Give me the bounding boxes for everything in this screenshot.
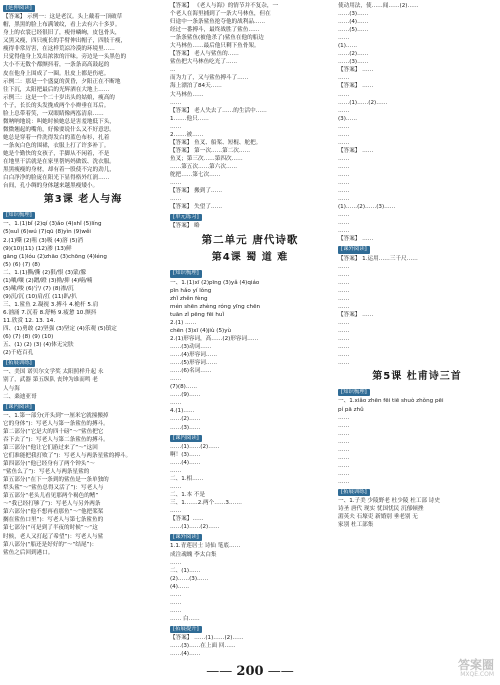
text-line: 啊！(3)…… — [170, 451, 201, 458]
text-line: ……(4)…… — [170, 651, 201, 658]
text-line: zhǐ zhěn fèng — [170, 295, 208, 302]
section-tag-basic: [知识梳理] — [338, 389, 370, 396]
text-line: 大马林鱼…… — [170, 91, 204, 98]
text-line: 2.(1)嘶 (2)咀 (3)吸 (4)溶 (5)消 — [3, 237, 84, 244]
text-line: ……(1)……(2)…… — [338, 99, 388, 106]
lesson-3-title: 第3课 老人与海 — [43, 194, 123, 206]
text-line: (1)…… — [338, 43, 358, 50]
text-line: 台间，孔小绸的身体越来越黑瘦矮小。 — [3, 183, 99, 190]
text-line: 黑黑瘦瘦的身材，却有着一股使不完的劲儿， — [3, 167, 115, 174]
text-line: 一、美国 诺贝尔文学奖 太阳照样升起 永 — [3, 369, 104, 376]
text-line: 成注魂魄 李太白集 — [170, 551, 217, 558]
text-line: (2)……(3)…… — [170, 575, 209, 582]
text-line: pīn hǎo yí lǒng — [170, 287, 212, 294]
text-line: 6.汹涌 7.沉着 8.舒畅 9.疲惫 10.颤抖 — [3, 309, 97, 316]
text-line: pí pā zhǔ — [338, 406, 364, 413]
text-line: ……(3)…… — [338, 59, 369, 66]
text-line: …… — [338, 462, 350, 469]
text-line: 一、1.(1)bǐ (2)qí (3)ǎo (4)shǐ (5)líng — [3, 221, 102, 228]
answer-block-top — [170, 2, 330, 107]
text-line: 一、1.(1)xī (2)pīng (3)yǎ (4)qiáo — [170, 279, 260, 286]
text-line: …… — [338, 328, 350, 335]
text-line: ……(9)…… — [170, 392, 201, 399]
text-line: (5)嗦/唆 (6)宁/ (7) (8)渗/沉 — [3, 285, 74, 292]
text-line: (9)(10)(11) (12)渗 (13)鲜 — [3, 245, 72, 252]
text-line: 一、1.第一部分(开头到“一厘米它就撞搬掉 — [3, 412, 109, 419]
text-line: 【答案】 老人与鲨鱼的…… — [170, 51, 239, 58]
text-line: ……(5)形容词…… — [170, 360, 218, 367]
text-line: 五、(1) (2) (3) (4)体无完肤 — [3, 342, 74, 349]
text-line: 她总是穿着一件洗得发白的蓝色布衫，扎着 — [3, 134, 110, 141]
section-tag-extend: [拓展训练] — [3, 360, 35, 367]
text-line: (5) (6) (7) (8) — [3, 261, 41, 268]
text-line: ……(3)……在上面 回…… — [170, 643, 236, 650]
answer-line: 【答案】 略 — [170, 223, 200, 230]
text-line: 二、桑迪亚哥 — [3, 393, 37, 400]
text-line: 它的身体”)：写老人与第一条鲨鱼的搏斗。 — [3, 420, 109, 427]
unit-title: 第二单元 唐代诗歌 — [201, 234, 299, 247]
text-line: …… — [170, 508, 182, 515]
page-number: 200 — [236, 664, 264, 679]
text-line: 1.……他只…… — [170, 115, 209, 122]
text-line: 【答案】…… — [170, 516, 204, 523]
text-line: …… — [338, 171, 350, 178]
text-line: 示例二：那是一个盛夏的黄昏，夕阳正在不断地 — [3, 78, 121, 85]
text-line: 一、1.xiǎo zhēn fēi tiē shuò zhǒng pēi — [338, 398, 444, 405]
text-line: (5)suǐ (6)wú (7)qū (8)yìn (9)wěi — [3, 229, 91, 236]
text-line: …… — [170, 180, 182, 187]
text-line: …… — [338, 336, 350, 343]
section-tag-unit: [单元练习] — [170, 214, 202, 221]
text-line: …… — [338, 470, 350, 477]
text-line: …… — [170, 559, 182, 566]
text-line: 搁在鲨鱼口里”)：写老人与第七条鲨鱼的 — [3, 517, 104, 524]
text-line: 她是个勤快的女孩子，手脚从不闲着，不是 — [3, 151, 110, 157]
text-line: ……(2)…… — [338, 51, 369, 58]
text-line: …… — [170, 607, 182, 614]
text-line: 它们准能把我打败了”)：写老人与两条星鲨的搏斗。 — [3, 453, 132, 460]
extra-answers — [170, 542, 330, 622]
text-line: ……(5)…… — [338, 27, 369, 34]
text-line: … — [170, 67, 176, 74]
text-line: …… — [338, 295, 350, 302]
text-line: 时候，老人又打起了希望”)：写老人与鲨 — [3, 533, 104, 540]
text-line: …… — [338, 430, 350, 437]
text-line: 三、1.……2.两个……3.…… — [170, 500, 242, 507]
text-line: 鱼叉；第三次……第四次…… — [170, 155, 243, 162]
section-tag-reading: [课内阅读] — [3, 404, 35, 411]
text-line: 吞下去了”)：写老人与第二条鲨鱼的搏斗。 — [3, 436, 109, 443]
text-line: 瘦得非常厉害，在这样荒凉冷漠的环境里…… — [3, 46, 115, 53]
text-line: …… — [338, 422, 350, 429]
text-line: ……(4)形容词…… — [170, 352, 218, 359]
text-line: 【答案】 …… — [338, 83, 374, 90]
text-line: 湄英夫 石壕吏 新婚别 垂老别 无 — [338, 514, 418, 521]
text-line: ～“我已经打够了”)：写老人与另外两条 — [3, 501, 101, 508]
text-line: 一、1.子美 少陵野老 杜少陵 杜工部 诗史 — [338, 498, 440, 505]
text-line: 别了，武器 第五纵队 丧钟为谁而鸣 老 — [3, 377, 98, 384]
text-line: 微呐呐地说：叫她时候她总是害羞地低下头， — [3, 118, 115, 125]
text-line: 第五部分“老头儿看见那两个褐色的鳍” — [3, 493, 99, 500]
text-line: …… — [338, 478, 350, 485]
basic-answers — [3, 220, 163, 357]
text-line: (9)沉/沉 (10)肩/扛 (11)趴/扒 — [3, 293, 77, 300]
text-line: 犁头鲨”～“鲨鱼总得又活了”)：写老人与 — [3, 485, 104, 492]
text-line: (4)…… — [170, 583, 190, 590]
text-line: …… — [338, 414, 350, 421]
text-line: …… — [338, 344, 350, 351]
text-line: “鲨鱼么了”)：写老人与两条星鲨的 — [3, 469, 90, 476]
text-line: 个老人在海里捕到了一条大马林鱼，但在 — [170, 11, 271, 18]
watermark-logo — [458, 659, 494, 679]
text-line: chēn (3)xī (4)jiù (5)yù — [170, 327, 232, 334]
section-tag-extended-reading: [延伸阅读] — [3, 5, 35, 12]
section-tag-reading: [课外阅读] — [338, 246, 370, 253]
text-line: …… — [338, 123, 350, 130]
column-middle — [170, 2, 330, 658]
column-left — [3, 2, 163, 557]
text-line: 第八部分(“船还是好好的”～“结尾”)： — [3, 541, 98, 548]
reading-answers — [338, 255, 496, 368]
text-line: 第五部分(“在下一条到的鲨鱼是一条单独的 — [3, 477, 109, 484]
text-line: 2.……被…… — [170, 131, 204, 138]
text-line: 【答案】 …… — [338, 236, 374, 243]
text-line: …… — [170, 591, 182, 598]
text-line: 微微翘起的嘴角，好像要说什么又不好意思。 — [3, 126, 115, 133]
lesson-4-title: 第4课 蜀 道 难 — [211, 252, 289, 264]
extend-answers — [3, 368, 163, 400]
text-line: …… — [338, 107, 350, 114]
text-line: 第二部分(“它是大的四十磅”～“鲨鱼把它 — [3, 428, 104, 435]
text-line: 四、(1)勇敢 (2)坚强 (3)坚定 (4)乐观 (5)镇定 — [3, 326, 117, 333]
text-line: 往下沉，太阳把最后的光辉洒在大地上…… — [3, 86, 110, 93]
text-line: …… — [338, 287, 350, 294]
text-line: 皮在他身上围成了一圈。肚皮上都是伤疤。 — [3, 70, 110, 77]
text-line: ……第五次……第六次…… — [170, 163, 238, 170]
text-line: ……(2)…… — [170, 416, 201, 423]
reading-answers — [3, 412, 163, 557]
text-line: 三、1.鲨鱼 2.凝视 3.搏斗 4.桅杆 5.肩 — [3, 301, 99, 308]
answer-block-mid — [170, 107, 330, 212]
text-line: 白白净净的脸庞在阳光下显得格外红润…… — [3, 175, 110, 182]
text-line: …… — [170, 196, 182, 203]
text-line: …… — [170, 467, 182, 474]
text-line: 个子，长长的头发挽成两个小辫垂在耳后。 — [3, 102, 110, 109]
text-line: …… — [170, 484, 182, 490]
text-line: 海上漂泊了84天…… — [170, 83, 222, 90]
text-line: …… — [338, 155, 350, 162]
text-line: ……(4)…… — [170, 459, 201, 466]
section-tag-reading: [课内阅读] — [170, 435, 202, 442]
section-tag-basic: [知识梳理] — [170, 270, 202, 277]
text-line: 身上的衣裳已经很旧了，瘦骨嶙峋，皮包骨头， — [3, 30, 121, 37]
text-line: …… — [338, 139, 350, 146]
text-line: 只觉得他身上发出浓浓的汗味。旁边是一头黑色的 — [3, 54, 127, 61]
text-line: mén shēn zhèng róng yīng chēn — [170, 303, 261, 310]
text-line: ……(4)…… — [338, 19, 369, 26]
text-line: (2)千疮百孔 — [3, 350, 34, 357]
text-line: 2.(1) …… — [170, 319, 197, 326]
text-line: (7)(8)…… — [170, 384, 198, 391]
text-line: 二、1.(1)撕/撕 (2)狠/恨 (3)蒙/朦 — [3, 269, 87, 276]
basic-answers — [338, 397, 496, 486]
text-line: 归途中一条条鲨鱼抢夺他的战利品…… — [170, 19, 266, 26]
section-tag-basic: [知识梳理] — [3, 212, 35, 219]
text-line: 舵把……第七次…… — [170, 171, 221, 178]
page-footer: —— 200 —— — [206, 664, 294, 679]
text-line: …… — [170, 376, 182, 383]
text-line: …… — [338, 212, 350, 219]
text-line: ……(1)……(2)…… — [170, 524, 220, 531]
text-line: 第四部分(“他已经身有了两个钟头”～ — [3, 461, 95, 468]
expand-answers — [170, 634, 330, 658]
section-tag-expand: [拓展提升] — [170, 626, 202, 633]
text-line: (3)…… — [338, 115, 358, 122]
text-line: …… — [338, 446, 350, 453]
text-line: …… — [338, 131, 350, 138]
text-line: …… — [338, 319, 350, 326]
text-line: 第三部分(“他让它们游过来了”～“这回 — [3, 445, 98, 452]
text-line: 2.(1)形容词，高……(2)形容词…… — [170, 336, 259, 342]
section-tag-extra: [课外阅读] — [170, 534, 202, 541]
text-line: 示例三：这是一个二十岁出头的姑娘，瘦高的 — [3, 94, 115, 101]
text-line: …… — [338, 454, 350, 461]
text-line: 【答案】 老人失去了……的生活中…… — [170, 107, 267, 114]
text-line: …… — [338, 360, 350, 367]
text-line: 一条灰白色的围裙，衣服上打了许多补丁。 — [3, 142, 110, 149]
text-line: …… — [338, 75, 350, 82]
answer-block-top — [3, 13, 163, 190]
text-line: …… — [338, 279, 350, 286]
watermark-url: MXQE.COM — [460, 671, 494, 678]
text-line: 脸上总带着笑，一双眼睛像两泓清泉…… — [3, 110, 104, 117]
text-line: tuān zǐ pēng fēi huǐ — [170, 311, 225, 318]
text-line: 大马林鱼……最后他只剩下鱼骨架。 — [170, 43, 260, 50]
text-line: …… — [338, 91, 350, 98]
text-line: …… — [338, 220, 350, 227]
reading-answers — [170, 443, 330, 532]
text-line: …… — [170, 599, 182, 606]
text-line: (1)……(2)……(3)…… — [338, 204, 396, 211]
text-line: 【答案】 …… — [338, 311, 374, 318]
text-line: 【答案】 1.运用……三千尺…… — [338, 255, 418, 262]
text-line: 【答案】 ……(1)……(2)…… — [170, 635, 244, 642]
text-line: …… — [338, 263, 350, 270]
text-line: 【答案】 …… — [338, 67, 374, 74]
text-line: ……(3)…… — [338, 11, 369, 18]
text-line: 二、1.相…… — [170, 475, 204, 482]
text-line: 大小不无数个都颤抖着，一条条高高鼓起的 — [3, 62, 110, 69]
expand-answers — [338, 497, 496, 529]
text-line: …… — [338, 228, 350, 235]
text-line: 4.(1)…… — [170, 408, 195, 415]
text-line: ……(3)动词…… — [170, 344, 212, 351]
text-line: 【答案】 搬到了…… — [170, 188, 223, 195]
text-line: 又黑又瘦，四只瘦长的手臂伸出帽子，四肢干瘦， — [3, 38, 127, 45]
text-line: 经过一番搏斗，最终战胜了鲨鱼…… — [170, 27, 260, 34]
text-line: ……(6)名词…… — [170, 368, 212, 375]
text-line: 第六部分(“他不想再看那鱼”～“他把桨桨 — [3, 509, 104, 516]
text-line: …… — [170, 123, 182, 130]
text-line: 帽，黑黑的脸上布满皱纹，看上去有六十多岁。 — [3, 22, 121, 29]
text-line: 在地里干活就是在家里帮妈妈做饭、洗衣服。 — [3, 159, 115, 166]
text-line: 【答案】 示例一：这是老汉。头上戴着一顶破草 — [3, 14, 123, 21]
text-line: 二、1.本 不是 — [170, 492, 206, 499]
basic-answers — [170, 279, 330, 432]
text-line: 【答案】 失望了…… — [170, 204, 223, 211]
text-line: …… — [338, 352, 350, 359]
text-line: 诗圣 唐代 现实 忧国忧民 沉郁顿挫 — [338, 506, 424, 513]
column-right — [338, 2, 496, 529]
answer-block-top — [338, 2, 496, 243]
text-line: 【答案】 《老人与海》的情节并不复杂，一 — [170, 3, 279, 9]
text-line: 二、(1)…… — [170, 567, 201, 574]
text-line: 【答案】 …… — [338, 147, 374, 154]
text-line: 11.欣赏 12. 13. 14. — [3, 318, 56, 324]
text-line: 人与海 — [3, 385, 20, 392]
watermark-text: 答案圈 — [457, 658, 494, 672]
text-line: …… — [338, 438, 350, 445]
text-line: 【答案】 第一次……第二次…… — [170, 147, 251, 154]
text-line: 而为力了，又与鲨鱼搏斗了…… — [170, 75, 249, 82]
text-line: ……(3)…… — [170, 424, 201, 431]
text-line: …… — [338, 163, 350, 170]
text-line: 鲨鱼之后回到港口。 — [3, 549, 54, 556]
lesson-5-title: 第5课 杜甫诗三首 — [372, 371, 462, 383]
text-line: …… — [338, 303, 350, 310]
text-line: 一条条鲨鱼(被他杀了)鲨鱼在他的船边 — [170, 35, 264, 42]
text-line: …… — [338, 35, 350, 42]
text-line: 使动用法，使……闻……(2)…… — [338, 3, 419, 9]
text-line: …… 白…… — [170, 615, 200, 622]
text-line: …… — [338, 271, 350, 278]
text-line: (6) (7) (8) (9) (10) — [3, 334, 54, 341]
text-line: 1.1.青莲居士 诗仙 笔底…… — [170, 543, 241, 550]
text-line: …… — [170, 400, 182, 407]
text-line: 鲨鱼把大马林鱼吃光了…… — [170, 59, 238, 66]
text-line: …… — [338, 196, 350, 203]
text-line: …… — [338, 180, 350, 187]
text-line: ……(1)……(2)…… — [170, 443, 220, 450]
text-line: …… — [170, 99, 182, 106]
text-line: 第七部分(“可是到了半夜的时候”～“这 — [3, 525, 98, 532]
text-line: 家别 杜工部集 — [338, 522, 374, 529]
text-line: 【答案】 鱼叉、船桨、短棍、舵把。 — [170, 139, 262, 146]
text-line: gāng (1)lóu (2)zhāo (3)chōng (4)léng — [3, 253, 107, 260]
text-line: …… — [338, 188, 350, 195]
section-tag-expand: [拓展训练] — [338, 489, 370, 496]
text-line: (1)嚷/嚷 (2)蹭/蹬 (3)拗/抑 (4)喃/喃 — [3, 277, 93, 284]
